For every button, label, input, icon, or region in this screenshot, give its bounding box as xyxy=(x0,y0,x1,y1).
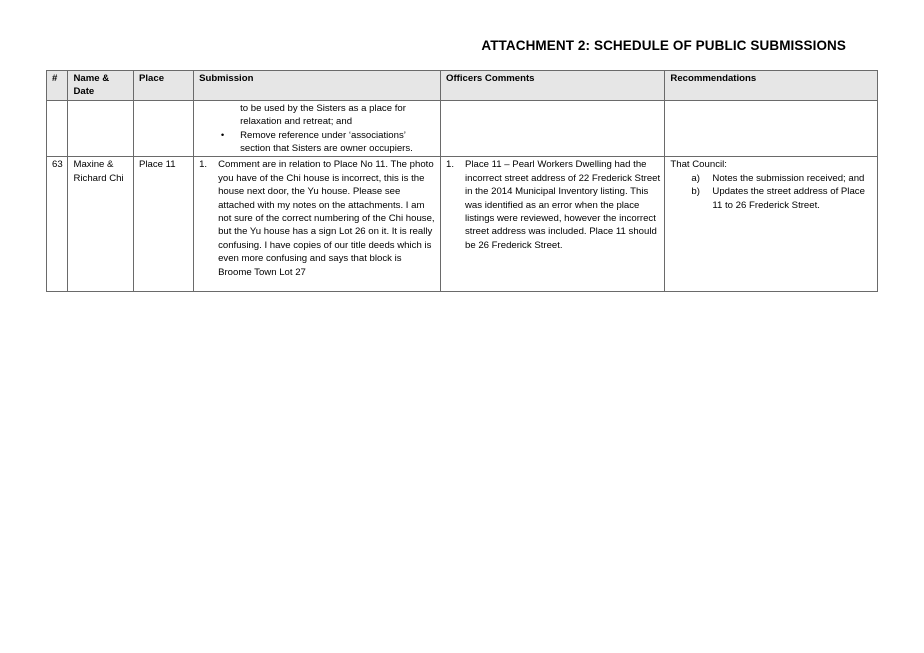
submission-item-number: 1. xyxy=(199,159,208,171)
cell-recommendations xyxy=(665,157,878,292)
table-header-row xyxy=(47,71,878,101)
officers-item-text: Place 11 – Pearl Workers Dwelling had the incorrect street address of 22 Frederick Street in the 2014 Municipal Inventory listing. This was identified as an error when the place listings were reviewed, however the incorrect street address was included. Place 11 should be 26 Frederick Street. xyxy=(465,159,661,251)
cell-name-date: Maxine & Richard Chi xyxy=(68,157,133,292)
cell-officers-empty xyxy=(441,100,665,157)
bullet-icon: • xyxy=(220,129,225,141)
cell-place-empty xyxy=(133,100,193,157)
recommendation-intro: That Council: xyxy=(670,159,727,171)
cell-submission-continued xyxy=(194,100,441,157)
recommendation-item-b-text: Updates the street address of Place 11 to 26 Frederick Street. xyxy=(712,186,865,211)
recommendation-item-a-text: Notes the submission received; and xyxy=(712,172,865,184)
header-number: # xyxy=(47,71,68,101)
officers-item-number: 1. xyxy=(446,159,455,171)
cell-officers-comments xyxy=(441,157,665,292)
header-officers-comments: Officers Comments xyxy=(441,71,665,101)
recommendation-item-b-mark: b) xyxy=(691,186,700,198)
submission-item-1 xyxy=(199,158,436,279)
document-title: ATTACHMENT 2: SCHEDULE OF PUBLIC SUBMISSIONS xyxy=(481,38,846,53)
cell-place: Place 11 xyxy=(133,157,193,292)
submission-continued-text: to be used by the Sisters as a place for relaxation and retreat; and xyxy=(240,102,406,128)
submissions-table xyxy=(46,70,878,292)
cell-name-empty xyxy=(68,100,133,157)
officers-item-1 xyxy=(446,158,660,252)
table-row-continued xyxy=(47,100,878,157)
cell-number: 63 xyxy=(47,157,68,292)
header-place: Place xyxy=(133,71,193,101)
recommendation-item-b xyxy=(670,185,873,212)
table-row-63 xyxy=(47,157,878,292)
submission-item-text: Comment are in relation to Place No 11. The photo you have of the Chi house is incorrect, this is the house next door, the Yu house. Please see attached with my notes on the attachments. I am not sure of the correct numbering of the Chi house, but the Yu house has a sign Lot 26 on it. It is really confusing. I have copies of our title deeds which is even more confusing and says that block is Broome Town Lot 27 xyxy=(218,159,435,278)
cell-submission xyxy=(194,157,441,292)
submission-bullet-item xyxy=(199,129,436,156)
header-name-date: Name & Date xyxy=(68,71,133,101)
cell-number-empty xyxy=(47,100,68,157)
header-recommendations: Recommendations xyxy=(665,71,878,101)
recommendation-item-a-mark: a) xyxy=(691,172,700,184)
submission-bullet-text: Remove reference under ‘associations’ section that Sisters are owner occupiers. xyxy=(240,129,413,155)
cell-recommendations-empty xyxy=(665,100,878,157)
recommendation-item-a xyxy=(670,172,873,185)
header-submission: Submission xyxy=(194,71,441,101)
